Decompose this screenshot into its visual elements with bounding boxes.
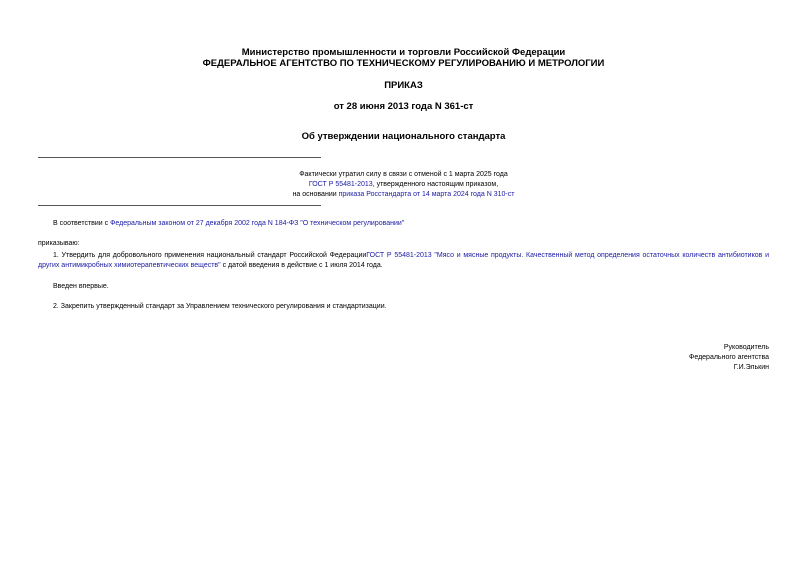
agency-name: ФЕДЕРАЛЬНОЕ АГЕНТСТВО ПО ТЕХНИЧЕСКОМУ РЕГУЛИРОВАНИЮ И МЕТРОЛОГИИ (202, 58, 605, 69)
signature-name: Г.И.Элькин (733, 364, 769, 371)
document-type: ПРИКАЗ (384, 80, 423, 91)
document-subject: Об утверждении национального стандарта (301, 131, 506, 142)
item-2-paragraph: 2. Закрепить утвержденный стандарт за Управлением технического регулирования и стандартизации. (53, 303, 387, 310)
divider-bottom (38, 205, 321, 206)
signature-title-line1: Руководитель (723, 344, 769, 351)
order-word: приказываю: (38, 240, 80, 247)
intro-paragraph (53, 219, 769, 228)
item-1-tail: с датой введения в действие с 1 июля 2014 года. (220, 262, 383, 269)
status-note-line3-text: на основании (292, 191, 339, 198)
rosstandart-order-link[interactable]: приказа Росстандарта от 14 марта 2024 года N 310-ст (338, 191, 515, 198)
introduced-first-note: Введен впервые. (53, 283, 109, 290)
intro-text: В соответствии с (53, 220, 111, 227)
status-note-line3 (0, 190, 807, 199)
status-note-line2 (0, 180, 807, 189)
gost-standard-link[interactable]: ГОСТ Р 55481-2013 "Мясо и мясные продукты. Качественный метод определения остаточных количеств антибиотиков и других антимикробных химиотерапевтических веществ" (38, 252, 769, 269)
status-note-line2-text: , утвержденного настоящим приказом, (372, 181, 499, 188)
federal-law-link[interactable]: Федеральным законом от 27 декабря 2002 года N 184-ФЗ "О техническом регулировании" (110, 220, 405, 227)
item-1-paragraph (38, 251, 769, 271)
status-note-line1: Фактически утратил силу в связи с отменой с 1 марта 2025 года (299, 171, 508, 178)
item-1-text: 1. Утвердить для добровольного применения национальный стандарт Российской Федерации (53, 252, 367, 259)
divider-top (38, 157, 321, 158)
signature-title-line2: Федерального агентства (689, 354, 769, 361)
signature-block (689, 343, 769, 373)
document-date-number: от 28 июня 2013 года N 361-ст (333, 101, 474, 112)
standard-link[interactable]: ГОСТ Р 55481-2013 (308, 181, 373, 188)
ministry-name: Министерство промышленности и торговли Российской Федерации (241, 47, 566, 58)
